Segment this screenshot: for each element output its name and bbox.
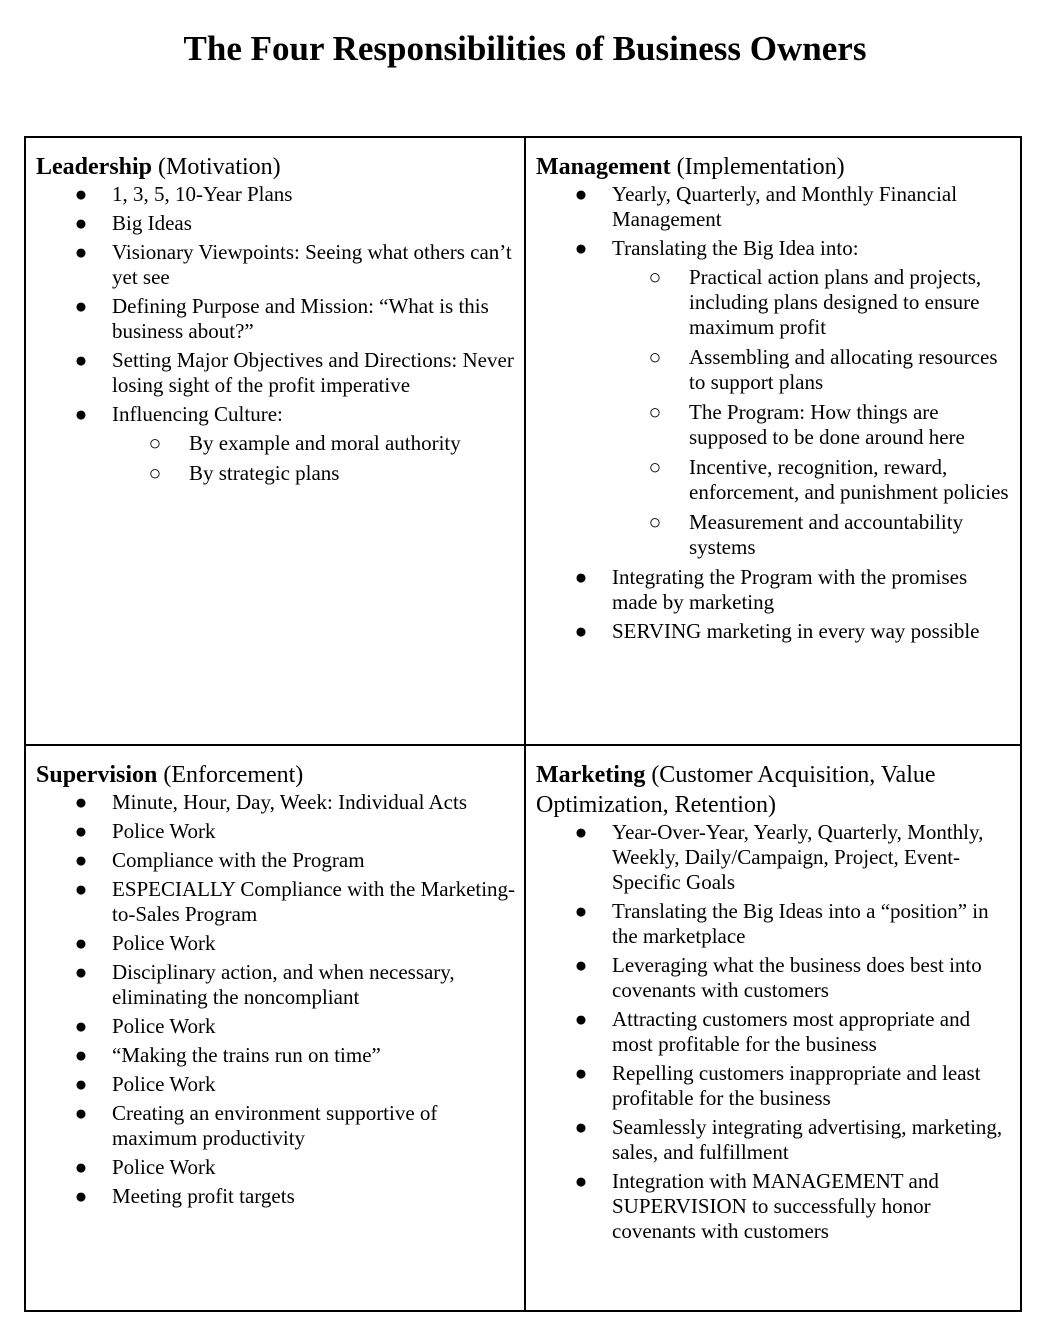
- sub-list-item: [112, 431, 516, 456]
- list-item-text: Big Ideas: [112, 211, 192, 235]
- management-title: Management: [536, 154, 671, 180]
- list-item-text: Compliance with the Program: [112, 848, 365, 872]
- list-item-text: 1, 3, 5, 10-Year Plans: [112, 182, 293, 206]
- marketing-heading: [536, 760, 1016, 820]
- list-item: [536, 1007, 1016, 1057]
- document-title: The Four Responsibilities of Business Owners: [183, 29, 867, 68]
- list-item: [36, 211, 516, 236]
- list-item-text: Yearly, Quarterly, and Monthly Financial Management: [612, 182, 958, 231]
- bullet-icon: ●: [74, 294, 88, 318]
- list-item-text: Integration with MANAGEMENT and SUPERVISION to successfully honor covenants with customers: [612, 1169, 939, 1243]
- sub-bullet-icon: ○: [648, 510, 662, 534]
- bullet-icon: ●: [74, 877, 88, 901]
- supervision-title: Supervision: [36, 762, 158, 788]
- sub-list-item-text: By strategic plans: [189, 461, 340, 485]
- management-heading: [536, 152, 1016, 182]
- list-item: [36, 1072, 516, 1097]
- list-item: [36, 790, 516, 815]
- list-item: [36, 931, 516, 956]
- list-item: [536, 953, 1016, 1003]
- list-item-text: Creating an environment supportive of maximum productivity: [112, 1101, 438, 1150]
- marketing-subtitle: (Customer Acquisition, Value Optimization, Retention): [536, 762, 936, 818]
- list-item-text: “Making the trains run on time”: [112, 1043, 381, 1067]
- leadership-subtitle: (Motivation): [152, 154, 281, 180]
- list-item: [36, 240, 516, 290]
- responsibilities-table: [24, 136, 1022, 1312]
- list-item: [36, 848, 516, 873]
- bullet-icon: ●: [74, 182, 88, 206]
- list-item-text: Disciplinary action, and when necessary, eliminating the noncompliant: [112, 960, 455, 1009]
- list-item: [536, 565, 1016, 615]
- bullet-icon: ●: [574, 565, 588, 589]
- bullet-icon: ●: [574, 899, 588, 923]
- list-item-text: Police Work: [112, 1155, 216, 1179]
- leadership-heading: [36, 152, 516, 182]
- bullet-icon: ●: [74, 1043, 88, 1067]
- list-item: [536, 820, 1016, 895]
- bullet-icon: ●: [74, 1101, 88, 1125]
- sub-list-item-text: Measurement and accountability systems: [689, 510, 964, 559]
- sub-bullet-icon: ○: [148, 431, 162, 455]
- list-item-text: Translating the Big Ideas into a “position” in the marketplace: [612, 899, 989, 948]
- list-item-text: Meeting profit targets: [112, 1184, 295, 1208]
- list-item-text: ESPECIALLY Compliance with the Marketing-to-Sales Program: [112, 877, 516, 926]
- sub-list-item-text: Incentive, recognition, reward, enforcement, and punishment policies: [689, 455, 1009, 504]
- sub-list-item: [612, 345, 1016, 395]
- bullet-icon: ●: [574, 619, 588, 643]
- leadership-list: [36, 182, 516, 486]
- list-item-text: Setting Major Objectives and Directions: Never losing sight of the profit imperative: [112, 348, 514, 397]
- bullet-icon: ●: [74, 790, 88, 814]
- list-item: [36, 819, 516, 844]
- list-item: [536, 1169, 1016, 1244]
- table-vertical-divider: [524, 138, 526, 1310]
- sub-list-item: [112, 461, 516, 486]
- list-item: [36, 1014, 516, 1039]
- list-item-text: Attracting customers most appropriate and most profitable for the business: [612, 1007, 971, 1056]
- bullet-icon: ●: [74, 819, 88, 843]
- sub-list-item-text: By example and moral authority: [189, 431, 461, 455]
- sub-list-item-text: Assembling and allocating resources to support plans: [689, 345, 998, 394]
- list-item: [536, 1061, 1016, 1111]
- list-item-text: Police Work: [112, 1072, 216, 1096]
- table-horizontal-divider: [26, 744, 1020, 746]
- leadership-cell: [36, 152, 516, 491]
- list-item-text: Year-Over-Year, Yearly, Quarterly, Monthly, Weekly, Daily/Campaign, Project, Event-Specific Goals: [612, 820, 984, 894]
- bullet-icon: ●: [574, 182, 588, 206]
- marketing-cell: [536, 760, 1016, 1248]
- list-item: [536, 182, 1016, 232]
- list-item-text: Influencing Culture:: [112, 402, 283, 426]
- management-cell: [536, 152, 1016, 648]
- list-item: [36, 1043, 516, 1068]
- marketing-title: Marketing: [536, 762, 646, 788]
- list-item-text: Defining Purpose and Mission: “What is this business about?”: [112, 294, 489, 343]
- list-item: [36, 348, 516, 398]
- sub-list-item: [612, 510, 1016, 560]
- list-item-text: Integrating the Program with the promises made by marketing: [612, 565, 968, 614]
- bullet-icon: ●: [74, 931, 88, 955]
- list-item-text: Repelling customers inappropriate and least profitable for the business: [612, 1061, 981, 1110]
- bullet-icon: ●: [74, 1155, 88, 1179]
- leadership-title: Leadership: [36, 154, 153, 180]
- bullet-icon: ●: [574, 820, 588, 844]
- supervision-cell: [36, 760, 516, 1213]
- list-item: [36, 877, 516, 927]
- management-sublist: [612, 265, 1016, 560]
- marketing-list: [536, 820, 1016, 1244]
- sub-bullet-icon: ○: [148, 461, 162, 485]
- bullet-icon: ●: [74, 1072, 88, 1096]
- bullet-icon: ●: [74, 1014, 88, 1038]
- bullet-icon: ●: [74, 402, 88, 426]
- sub-bullet-icon: ○: [648, 400, 662, 424]
- list-item: [36, 294, 516, 344]
- list-item: [36, 402, 516, 486]
- list-item: [36, 182, 516, 207]
- bullet-icon: ●: [574, 1169, 588, 1193]
- sub-bullet-icon: ○: [648, 265, 662, 289]
- sub-list-item-text: Practical action plans and projects, including plans designed to ensure maximum profit: [689, 265, 982, 339]
- bullet-icon: ●: [74, 348, 88, 372]
- bullet-icon: ●: [574, 1061, 588, 1085]
- management-list: [536, 182, 1016, 644]
- sub-list-item-text: The Program: How things are supposed to be done around here: [689, 400, 965, 449]
- sub-bullet-icon: ○: [648, 455, 662, 479]
- supervision-heading: [36, 760, 516, 790]
- list-item: [36, 1101, 516, 1151]
- management-subtitle: (Implementation): [670, 154, 845, 180]
- supervision-list: [36, 790, 516, 1209]
- list-item: [36, 960, 516, 1010]
- sub-list-item: [612, 455, 1016, 505]
- sub-list-item: [612, 400, 1016, 450]
- leadership-sublist: [112, 431, 516, 486]
- list-item-text: Seamlessly integrating advertising, marketing, sales, and fulfillment: [612, 1115, 1003, 1164]
- bullet-icon: ●: [74, 1184, 88, 1208]
- bullet-icon: ●: [74, 848, 88, 872]
- bullet-icon: ●: [74, 211, 88, 235]
- sub-list-item: [612, 265, 1016, 340]
- list-item: [536, 1115, 1016, 1165]
- bullet-icon: ●: [574, 1115, 588, 1139]
- list-item: [536, 899, 1016, 949]
- list-item: [36, 1184, 516, 1209]
- list-item-text: SERVING marketing in every way possible: [612, 619, 980, 643]
- list-item-text: Visionary Viewpoints: Seeing what others can’t yet see: [112, 240, 512, 289]
- list-item-text: Police Work: [112, 931, 216, 955]
- list-item-text: Police Work: [112, 1014, 216, 1038]
- list-item-text: Leveraging what the business does best into covenants with customers: [612, 953, 982, 1002]
- bullet-icon: ●: [574, 953, 588, 977]
- list-item-text: Police Work: [112, 819, 216, 843]
- bullet-icon: ●: [574, 236, 588, 260]
- list-item: [36, 1155, 516, 1180]
- list-item-text: Translating the Big Idea into:: [612, 236, 859, 260]
- list-item-text: Minute, Hour, Day, Week: Individual Acts: [112, 790, 467, 814]
- list-item: [536, 236, 1016, 560]
- bullet-icon: ●: [574, 1007, 588, 1031]
- bullet-icon: ●: [74, 240, 88, 264]
- sub-bullet-icon: ○: [648, 345, 662, 369]
- list-item: [536, 619, 1016, 644]
- supervision-subtitle: (Enforcement): [157, 762, 304, 788]
- bullet-icon: ●: [74, 960, 88, 984]
